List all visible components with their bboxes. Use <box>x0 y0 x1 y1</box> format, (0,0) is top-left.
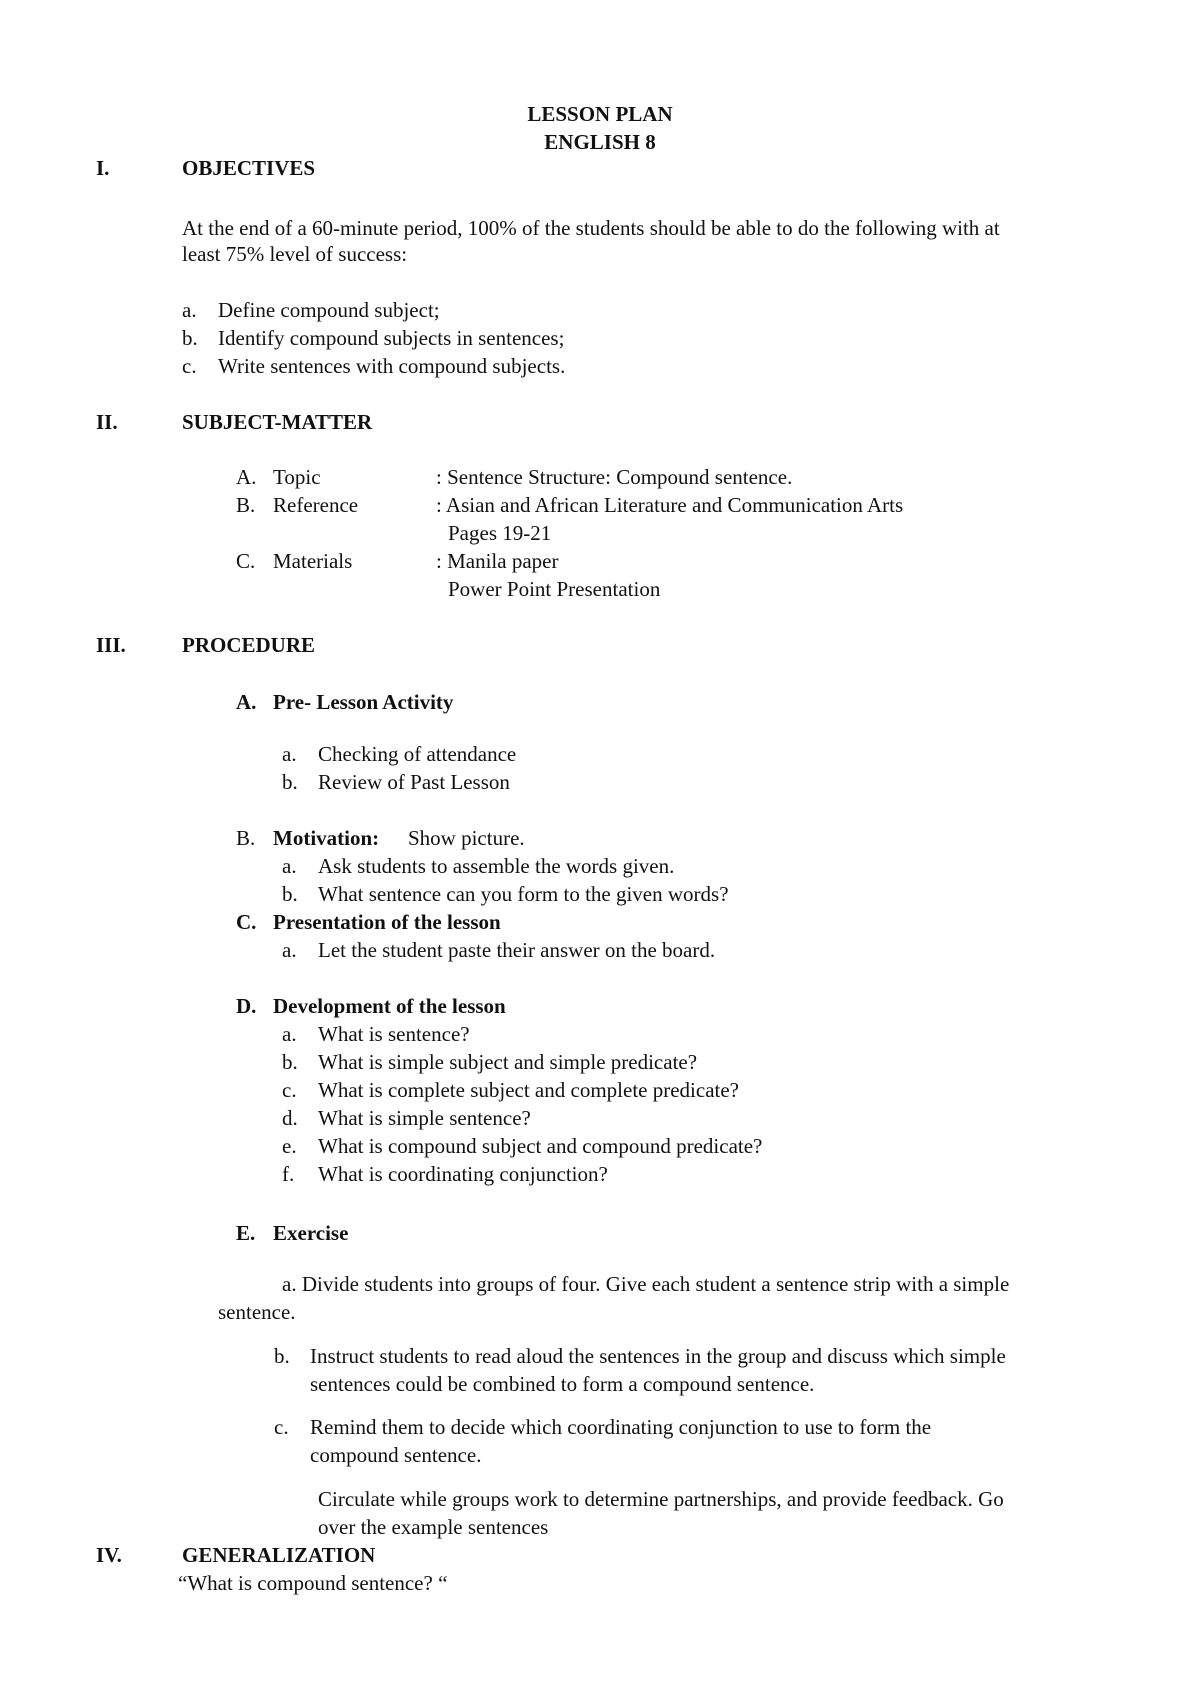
objective-item: Identify compound subjects in sentences; <box>218 326 565 350</box>
list-letter: c. <box>274 1415 289 1439</box>
document-subtitle: ENGLISH 8 <box>544 130 656 154</box>
subject-matter-value-materials-2: Power Point Presentation <box>448 577 661 601</box>
list-item: What is sentence? <box>318 1022 470 1046</box>
procedure-subheading-development: Development of the lesson <box>273 994 506 1018</box>
procedure-subheading-exercise: Exercise <box>273 1221 349 1245</box>
procedure-subheading-pre-lesson: Pre- Lesson Activity <box>273 690 454 714</box>
list-letter: d. <box>282 1106 298 1130</box>
subject-matter-value-topic: : Sentence Structure: Compound sentence. <box>436 465 793 489</box>
procedure-letter: D. <box>236 994 257 1018</box>
list-letter: a. <box>282 938 297 962</box>
list-letter: a. <box>282 854 297 878</box>
list-letter: b. <box>274 1344 290 1368</box>
list-letter: b. <box>282 882 298 906</box>
objective-letter: c. <box>182 354 197 378</box>
exercise-step-c-line1: Remind them to decide which coordinating conjunction to use to form the <box>310 1415 932 1439</box>
subject-matter-label-reference: Reference <box>273 493 359 517</box>
procedure-letter: A. <box>236 690 257 714</box>
section-numeral-generalization: IV. <box>96 1543 122 1567</box>
procedure-letter: E. <box>236 1221 256 1245</box>
list-letter: a. <box>282 742 297 766</box>
motivation-text: Show picture. <box>408 826 525 850</box>
exercise-step-a-line1: a. Divide students into groups of four. Give each student a sentence strip with a simple <box>282 1272 1010 1296</box>
subject-matter-value-reference: : Asian and African Literature and Communication Arts <box>436 493 904 517</box>
list-item: What is coordinating conjunction? <box>318 1162 608 1186</box>
subject-matter-value-materials: : Manila paper <box>436 549 559 573</box>
subject-matter-letter: A. <box>236 465 257 489</box>
subject-matter-label-topic: Topic <box>273 465 321 489</box>
objectives-intro-line1: At the end of a 60-minute period, 100% of the students should be able to do the following with at <box>182 216 1000 240</box>
section-heading-objectives: OBJECTIVES <box>182 156 316 180</box>
subject-matter-value-reference-pages: Pages 19-21 <box>448 521 552 545</box>
section-numeral-subject-matter: II. <box>96 410 118 434</box>
list-item: What sentence can you form to the given words? <box>318 882 729 906</box>
procedure-letter: B. <box>236 826 256 850</box>
exercise-note-line2: over the example sentences <box>318 1515 549 1539</box>
list-item: Let the student paste their answer on the board. <box>318 938 716 962</box>
list-letter: a. <box>282 1022 297 1046</box>
document-title: LESSON PLAN <box>527 102 673 126</box>
list-letter: c. <box>282 1078 297 1102</box>
list-item: What is complete subject and complete predicate? <box>318 1078 739 1102</box>
section-heading-generalization: GENERALIZATION <box>182 1543 376 1567</box>
list-item: Checking of attendance <box>318 742 517 766</box>
subject-matter-label-materials: Materials <box>273 549 353 573</box>
procedure-subheading-motivation: Motivation: <box>273 826 380 850</box>
subject-matter-letter: B. <box>236 493 256 517</box>
section-numeral-procedure: III. <box>96 633 126 657</box>
exercise-note-line1: Circulate while groups work to determine partnerships, and provide feedback. Go <box>318 1487 1004 1511</box>
list-letter: e. <box>282 1134 297 1158</box>
section-heading-procedure: PROCEDURE <box>182 633 316 657</box>
list-item: What is simple sentence? <box>318 1106 531 1130</box>
list-item: Ask students to assemble the words given. <box>318 854 675 878</box>
generalization-question: “What is compound sentence? “ <box>178 1571 448 1595</box>
procedure-letter: C. <box>236 910 257 934</box>
section-numeral-objectives: I. <box>96 156 110 180</box>
objective-item: Write sentences with compound subjects. <box>218 354 566 378</box>
objective-letter: a. <box>182 298 197 322</box>
list-letter: f. <box>282 1162 295 1186</box>
objective-letter: b. <box>182 326 198 350</box>
subject-matter-letter: C. <box>236 549 256 573</box>
exercise-step-b-line2: sentences could be combined to form a compound sentence. <box>310 1372 815 1396</box>
list-item: What is compound subject and compound predicate? <box>318 1134 763 1158</box>
exercise-step-b-line1: Instruct students to read aloud the sentences in the group and discuss which simple <box>310 1344 1006 1368</box>
list-letter: b. <box>282 770 298 794</box>
objective-item: Define compound subject; <box>218 298 440 322</box>
list-item: Review of Past Lesson <box>318 770 510 794</box>
objectives-intro-line2: least 75% level of success: <box>182 242 408 266</box>
list-letter: b. <box>282 1050 298 1074</box>
exercise-step-c-line2: compound sentence. <box>310 1443 482 1467</box>
exercise-step-a-line2: sentence. <box>218 1300 296 1324</box>
procedure-subheading-presentation: Presentation of the lesson <box>273 910 501 934</box>
list-item: What is simple subject and simple predicate? <box>318 1050 698 1074</box>
section-heading-subject-matter: SUBJECT-MATTER <box>182 410 373 434</box>
